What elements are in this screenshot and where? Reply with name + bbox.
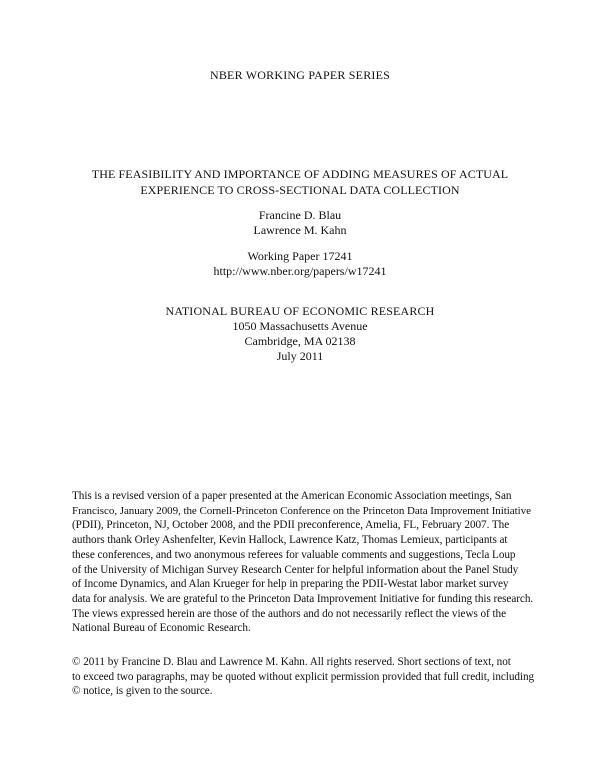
acknowledgement-line: these conferences, and two anonymous referees for valuable comments and suggestions, Tecla Loup bbox=[72, 548, 516, 561]
organization-street: 1050 Massachusetts Avenue bbox=[232, 319, 368, 333]
acknowledgement-line: of the University of Michigan Survey Research Center for helpful information about the Panel Study bbox=[72, 563, 519, 576]
working-paper-info bbox=[0, 249, 600, 279]
acknowledgement-line: authors thank Orley Ashenfelter, Kevin Hallock, Lawrence Katz, Thomas Lemieux, participants at bbox=[72, 534, 508, 547]
organization-name: NATIONAL BUREAU OF ECONOMIC RESEARCH bbox=[165, 304, 435, 318]
copyright-line: © notice, is given to the source. bbox=[72, 685, 213, 698]
acknowledgement-line: (PDII), Princeton, NJ, October 2008, and the PDII preconference, Amelia, FL, February 2007. The bbox=[72, 519, 510, 532]
paper-title bbox=[0, 167, 600, 198]
series-heading: NBER WORKING PAPER SERIES bbox=[209, 68, 391, 82]
paper-title-line-1: THE FEASIBILITY AND IMPORTANCE OF ADDING MEASURES OF ACTUAL bbox=[91, 167, 509, 181]
author-name: Francine D. Blau bbox=[258, 208, 342, 222]
organization-city: Cambridge, MA 02138 bbox=[244, 334, 356, 348]
acknowledgement-line: data for analysis. We are grateful to the Princeton Data Improvement Initiative for funding this research. bbox=[72, 592, 534, 605]
acknowledgement-note bbox=[72, 489, 534, 636]
author-list bbox=[0, 208, 600, 238]
acknowledgement-line: National Bureau of Economic Research. bbox=[72, 622, 251, 635]
working-paper-url[interactable]: http://www.nber.org/papers/w17241 bbox=[213, 264, 387, 278]
copyright-line: to exceed two paragraphs, may be quoted without explicit permission provided that full credit, including bbox=[72, 670, 535, 683]
organization-block bbox=[0, 304, 600, 364]
acknowledgement-line: The views expressed herein are those of the authors and do not necessarily reflect the views of the bbox=[72, 607, 507, 620]
acknowledgement-line: This is a revised version of a paper presented at the American Economic Association meetings, San bbox=[72, 490, 512, 502]
publication-date: July 2011 bbox=[276, 349, 324, 363]
working-paper-number: Working Paper 17241 bbox=[247, 249, 353, 263]
acknowledgement-line: Francisco, January 2009, the Cornell-Princeton Conference on the Princeton Data Improvement Initiative bbox=[72, 504, 531, 517]
paper-title-line-2: EXPERIENCE TO CROSS-SECTIONAL DATA COLLECTION bbox=[140, 182, 460, 197]
acknowledgement-line: of Income Dynamics, and Alan Krueger for help in preparing the PDII-Westat labor market survey bbox=[72, 578, 509, 591]
author-name: Lawrence M. Kahn bbox=[253, 223, 347, 237]
copyright-notice bbox=[72, 655, 534, 699]
copyright-line: © 2011 by Francine D. Blau and Lawrence M. Kahn. All rights reserved. Short sections of text, not bbox=[72, 656, 511, 668]
